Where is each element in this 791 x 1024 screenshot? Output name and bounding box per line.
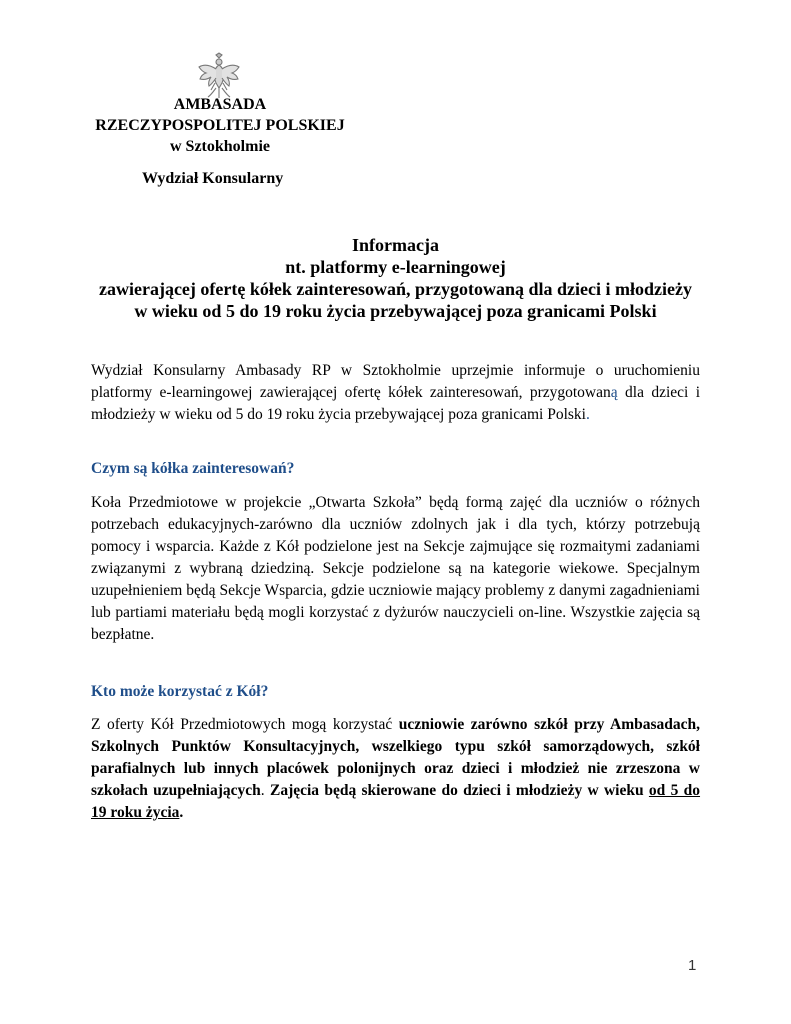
department-name: Wydział Konsularny (142, 170, 284, 187)
intro-paragraph (91, 360, 700, 426)
document-title (60, 234, 731, 322)
who-text-6: . (179, 804, 184, 821)
embassy-name-line1: AMBASADA (173, 96, 267, 113)
intro-text-2: ą (610, 384, 618, 401)
who-text-4: Zajęcia będą skierowane do dzieci i młodzieży w wieku (269, 782, 649, 799)
embassy-name-line2: RZECZYPOSPOLITEJ POLSKIEJ (95, 117, 345, 134)
page-number: 1 (688, 957, 697, 974)
intro-text-4: . (585, 406, 590, 423)
who-text-3: . (260, 782, 270, 799)
embassy-location: w Sztokholmie (170, 138, 270, 155)
title-line4: w wieku od 5 do 19 roku życia przebywającej poza granicami Polski (134, 301, 657, 321)
title-line3: zawierającej ofertę kółek zainteresowań, przygotowaną dla dzieci i młodzieży (98, 279, 692, 299)
who-text-2: uczniowie zarówno szkół przy Ambasadach, Szkolnych Punktów Konsultacyjnych, wszelkiego typu szkół samorządowych, szkół parafialnych lub innych placówek polonijnych oraz dzieci i młodzież nie zrzeszona w szkołach uzupełniających (91, 716, 701, 799)
title-line1: Informacja (352, 235, 439, 255)
intro-text-1: Wydział Konsularny Ambasady RP w Sztokholmie uprzejmie informuje o uruchomieniu platformy e-learningowej zawierającej ofertę kółek zainteresowań, przygotowan (91, 362, 700, 401)
polish-eagle-emblem-icon (196, 52, 242, 100)
title-line2: nt. platformy e-learningowej (285, 257, 506, 277)
intro-text-3: dla dzieci i młodzieży w wieku od 5 do 19 roku życia przebywającej poza granicami Polski (91, 384, 700, 423)
who-text-1: Z oferty Kół Przedmiotowych mogą korzystać (91, 716, 399, 733)
who-text-5: od 5 do 19 roku życia (91, 782, 701, 821)
section-heading-who: Kto może korzystać z Kół? (91, 683, 269, 700)
section-what-body: Koła Przedmiotowe w projekcie „Otwarta Szkoła” będą formą zajęć dla uczniów o różnych potrzebach edukacyjnych-zarówno dla uczniów zdolnych jak i dla tych, którzy potrzebują pomocy i wsparcia. Każde z Kół podzielone jest na Sekcje zajmujące się rozmaitymi zadaniami związanymi z wybraną dziedziną. Sekcje podzielone są na kategorie wiekowe. Specjalnym uzupełnieniem będą Sekcje Wsparcia, gdzie uczniowie mający problemy z danymi zagadnieniami lub partiami materiału będą mogli korzystać z dyżurów nauczycieli on-line. Wszystkie zajęcia są bezpłatne. (91, 494, 700, 643)
section-who-body (91, 714, 700, 824)
section-heading-what: Czym są kółka zainteresowań? (91, 460, 295, 477)
